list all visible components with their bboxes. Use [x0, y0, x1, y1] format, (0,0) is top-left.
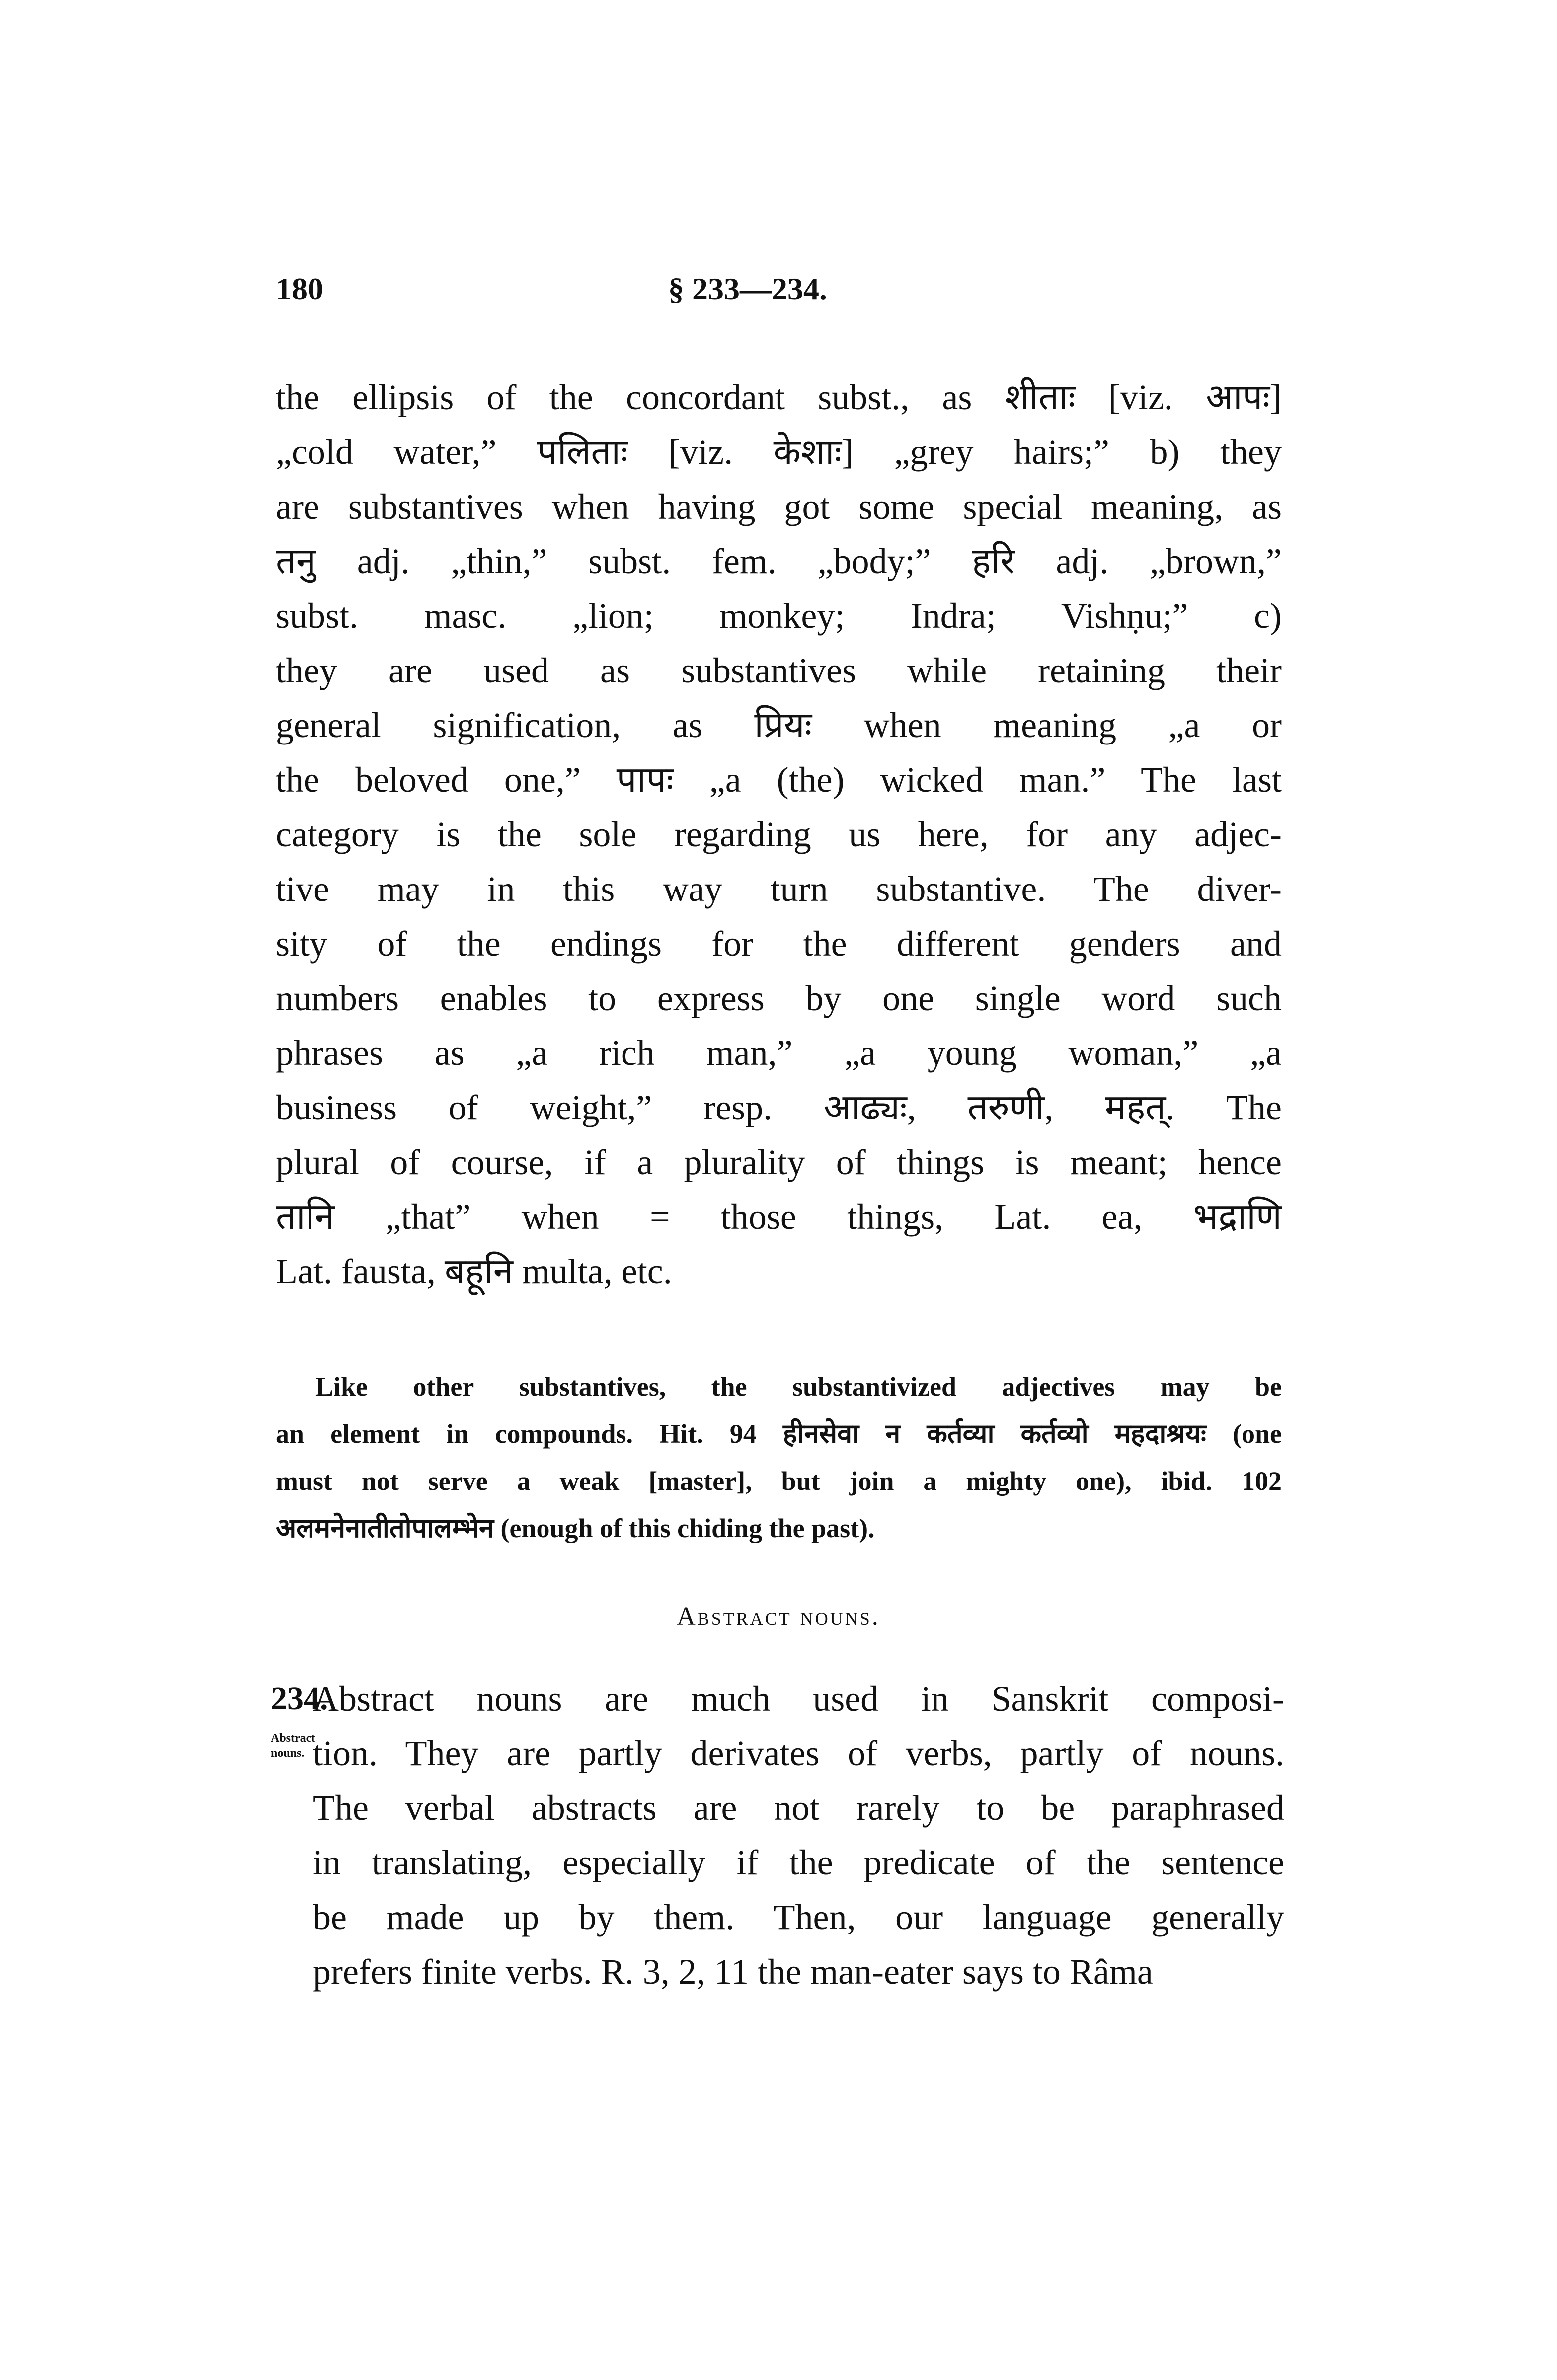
- main-paragraph: [276, 370, 1282, 1299]
- text-line: subst. masc. „lion; monkey; Indra; Vishṇu;” c): [276, 596, 1282, 636]
- note-line: an element in compounds. Hit. 94 हीनसेवा न कर्तव्या कर्तव्यो महदाश्रयः (one: [276, 1419, 1282, 1449]
- margin-note-line: nouns.: [271, 1747, 305, 1760]
- note-line: अलमनेनातीतोपालम्भेन (enough of this chiding the past).: [276, 1513, 875, 1543]
- text-line: in translating, especially if the predicate of the sentence: [313, 1843, 1284, 1882]
- text-line: तानि „that” when = those things, Lat. ea, भद्राणि: [276, 1197, 1282, 1237]
- text-line: business of weight,” resp. आढ्यः, तरुणी, महत्. The: [276, 1088, 1282, 1127]
- note-line: must not serve a weak [master], but join a mighty one), ibid. 102: [276, 1466, 1282, 1496]
- text-line: the ellipsis of the concordant subst., as शीताः [viz. आपः]: [276, 377, 1282, 417]
- page-number: 180: [276, 271, 323, 306]
- section-heading: Abstract nouns.: [677, 1602, 880, 1631]
- section-paragraph: [313, 1726, 1284, 1999]
- small-print-note: [276, 1363, 1282, 1552]
- text-line: तनु adj. „thin,” subst. fem. „body;” हरि adj. „brown,”: [276, 541, 1282, 581]
- note-line: Like other substantives, the substantivized adjectives may be: [315, 1372, 1282, 1402]
- text-line: The verbal abstracts are not rarely to be paraphrased: [313, 1788, 1284, 1828]
- text-line: category is the sole regarding us here, for any adjec-: [276, 815, 1282, 854]
- text-line: general signification, as प्रियः when meaning „a or: [276, 705, 1282, 745]
- section-number: 234.: [271, 1680, 328, 1716]
- text-line: the beloved one,” पापः „a (the) wicked man.” The last: [276, 760, 1282, 800]
- text-line: they are used as substantives while retaining their: [276, 651, 1282, 690]
- text-line: Lat. fausta, बहूनि multa, etc.: [276, 1252, 672, 1291]
- text-line: tion. They are partly derivates of verbs, partly of nouns.: [313, 1733, 1284, 1773]
- text-line: phrases as „a rich man,” „a young woman,” „a: [276, 1033, 1282, 1073]
- text-line: tive may in this way turn substantive. The diver-: [276, 869, 1282, 909]
- section-first-line-wrap: [313, 1671, 1284, 1726]
- running-header: [276, 271, 1279, 315]
- text-line: be made up by them. Then, our language generally: [313, 1897, 1284, 1937]
- text-line: plural of course, if a plurality of things is meant; hence: [276, 1142, 1282, 1182]
- text-line: are substantives when having got some special meaning, as: [276, 487, 1282, 526]
- margin-note-line: Abstract: [271, 1732, 315, 1745]
- section-reference: § 233—234.: [668, 271, 827, 306]
- text-line: prefers finite verbs. R. 3, 2, 11 the man-eater says to Râma: [313, 1952, 1153, 1992]
- text-line: sity of the endings for the different genders and: [276, 924, 1282, 964]
- text-line: „cold water,” पलिताः [viz. केशाः] „grey hairs;” b) they: [276, 432, 1282, 472]
- text-line: Abstract nouns are much used in Sanskrit composi-: [313, 1679, 1284, 1718]
- margin-note: [271, 1731, 315, 1761]
- text-line: numbers enables to express by one single word such: [276, 978, 1282, 1018]
